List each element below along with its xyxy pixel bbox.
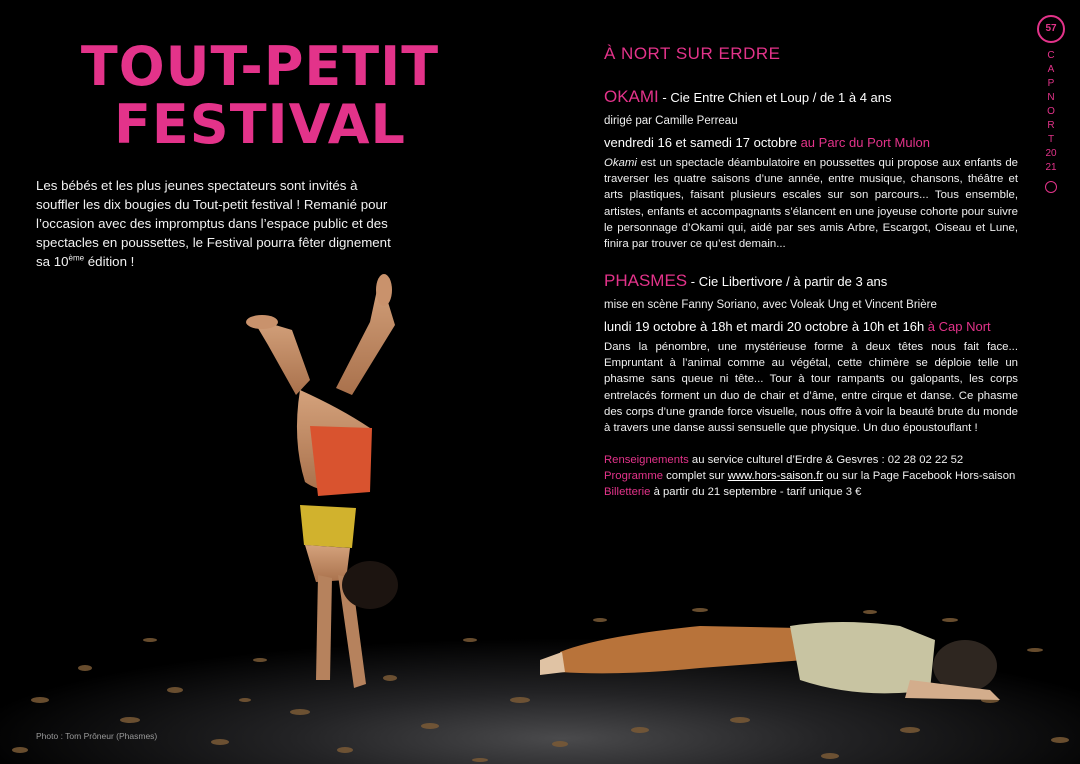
intro-paragraph	[36, 176, 396, 271]
info-line-renseignements	[604, 452, 1034, 468]
show-phasmes-name: PHASMES	[604, 271, 688, 290]
brand-letter: N	[1047, 92, 1055, 103]
info-text-facebook: ou sur la Page Facebook Hors-saison	[823, 470, 1016, 482]
show-phasmes-title	[604, 272, 887, 291]
show-phasmes-credit: mise en scène Fanny Soriano, avec Voleak Ung et Vincent Brière	[604, 299, 937, 311]
show-phasmes-dates	[604, 319, 991, 334]
show-phasmes-date-text: lundi 19 octobre à 18h et mardi 20 octobre à 10h et 16h	[604, 319, 928, 334]
vertical-brand	[1036, 49, 1066, 175]
brand-letter: P	[1047, 78, 1055, 89]
website-link[interactable]: www.hors-saison.fr	[727, 470, 824, 482]
page-title	[60, 35, 460, 156]
brand-year: 20	[1045, 148, 1057, 159]
brand-year: 21	[1045, 162, 1057, 173]
info-label-billetterie: Billetterie	[604, 486, 651, 498]
show-okami-desc-title: Okami	[604, 157, 637, 169]
info-text-programme: complet sur	[663, 470, 728, 482]
photo-credit: Photo : Tom Prôneur (Phasmes)	[36, 731, 158, 741]
intro-superscript: ème	[68, 253, 85, 263]
show-okami-title	[604, 88, 892, 107]
show-phasmes-description: Dans la pénombre, une mystérieuse forme à deux têtes nous fait face... Empruntant à l’animal comme au végétal, cette chimère se déploie telle un phasme sans queue ni tête... Tour à tour rampants ou galopants, les corps entrelacés forment un duo de chair et d’âme, entre cirque et danse. Ce phasme des corps d’une grande force visuelle, nous offre à voir la beauté brute du monde à travers une danse aussi sensuelle que physique. Un duo époustouflant !	[604, 341, 1018, 435]
show-okami-subtitle: - Cie Entre Chien et Loup / de 1 à 4 ans	[658, 90, 892, 105]
show-okami-venue: au Parc du Port Mulon	[800, 135, 930, 150]
show-phasmes-venue: à Cap Nort	[927, 319, 991, 334]
show-okami-dates	[604, 135, 930, 150]
brand-letter: A	[1047, 64, 1055, 75]
info-line-billetterie	[604, 484, 1034, 500]
title-line-2: FESTIVAL	[114, 93, 406, 156]
info-text-renseignements: au service culturel d’Erdre & Gesvres : 02 28 02 22 52	[688, 454, 964, 466]
show-okami-desc-text: est un spectacle déambulatoire en poussettes qui propose aux enfants de traverser les quatre saisons d’une année, entre musique, chansons, théâtre et arts plastiques, faisant plusieurs escales sur son parcours... Tous ensemble, artistes, enfants et accompagnants s’élancent en une joyeuse cohorte pour suivre le personnage d’Okami qui, aidé par ses amis Arbre, Escargot, Oiseau et Lune, finira par trouver ce qu’est demain...	[604, 157, 1018, 251]
brand-letter: T	[1047, 134, 1055, 145]
brand-letter: R	[1047, 120, 1055, 131]
page-number: 57	[1037, 15, 1065, 43]
show-okami-date-text: vendredi 16 et samedi 17 octobre	[604, 135, 801, 150]
info-label-programme: Programme	[604, 470, 664, 482]
info-line-programme	[604, 468, 1034, 484]
info-label-renseignements: Renseignements	[604, 454, 689, 466]
show-okami-credit: dirigé par Camille Perreau	[604, 115, 738, 127]
title-line-1: TOUT-PETIT	[80, 35, 440, 98]
intro-text: Les bébés et les plus jeunes spectateurs sont invités à souffler les dix bougies du Tout-petit festival ! Remanié pour l’occasion avec des impromptus dans l’espace public et des spectacles en poussettes, le Festival pourra fêter dignement sa 10	[36, 178, 391, 269]
show-okami-description	[604, 155, 1018, 252]
location-heading: À NORT SUR ERDRE	[604, 44, 781, 63]
side-tab	[1036, 15, 1066, 193]
intro-text-end: édition !	[84, 254, 135, 269]
practical-info	[604, 452, 1034, 500]
circle-icon	[1045, 181, 1057, 193]
info-text-billetterie: à partir du 21 septembre - tarif unique 3 €	[650, 486, 862, 498]
brand-letter: O	[1047, 106, 1055, 117]
show-okami-name: OKAMI	[604, 87, 659, 106]
show-phasmes-subtitle: - Cie Libertivore / à partir de 3 ans	[687, 274, 888, 289]
brand-letter: C	[1047, 50, 1055, 61]
